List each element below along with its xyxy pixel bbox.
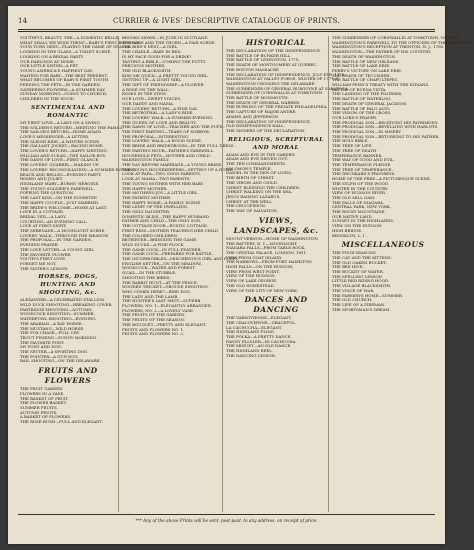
catalogue-entry: THE OLD BLACKSMITH. <box>122 67 172 73</box>
catalogue-entry: VIEW ON THE HUDSON. <box>332 223 383 229</box>
catalogue-entry: LOOK AT PAPA—TWO GOOD PARENTS. <box>122 171 202 177</box>
catalogue-entry: THE BATTLE OF CHAPULTEPEC. <box>332 77 399 83</box>
catalogue-entry: THE RABBIT HUNT—AT THE FENCE. <box>122 279 198 285</box>
catalogue-entry: YOUNG AMERICA'S HAPPIEST DAY. <box>20 67 94 73</box>
catalogue-entry: VIEW OF HUDSON RIVER. <box>332 190 387 196</box>
catalogue-entry: WILLIAM PENN'S TREATY WITH THE INDIANS. <box>332 82 430 88</box>
catalogue-entry: TEMPERANCE BANNER. <box>332 152 383 158</box>
catalogue-entry: LOVERS' WALK—THROUGH THE MEADOW. <box>20 232 109 238</box>
section-heading: VIEWS, LANDSCAPES, &c. <box>233 215 319 235</box>
catalogue-entry: THE GALLANT JOCKEY—RACING HOME. <box>20 143 104 149</box>
catalogue-entry: THE CRYSTAL PALACE, LONDON, 1851. <box>226 249 308 255</box>
catalogue-entry: THE CRACOVIENNE—GRACEFUL. <box>226 319 297 325</box>
catalogue-entry: ENGLISH SETTER—ON THE MEADOW. <box>122 260 202 266</box>
catalogue-entry: SURRENDER OF CORNWALLIS AT YORKTOWN. <box>226 90 324 96</box>
catalogue-entry: IS MY FACE GOOD FOR A DRINK? <box>122 53 192 59</box>
catalogue-entry: WILD DUCKS—A FINE FLOCK. <box>122 241 185 247</box>
catalogue-entry: THE NARROWS—FROM FORT HAMILTON. <box>226 259 313 265</box>
catalogue-entry: THE DAWN OF LOVE—FIRST GLANCE. <box>20 157 100 163</box>
catalogue-column-2 <box>122 35 239 514</box>
section-heading: DANCES AND DANCING <box>244 295 308 315</box>
catalogue-entry: BROOKLYN, L. I. <box>332 232 366 238</box>
catalogue-entry: VIEW FROM GOAT ISLAND. <box>226 254 283 260</box>
catalogue-entry: OUR LORD'S PRAYER. <box>332 114 378 120</box>
catalogue-entry: THE ROSE BUSH—FULL AND ELEGANT. <box>20 419 103 425</box>
catalogue-entry: EVENING PRAYER. <box>20 242 59 248</box>
catalogue-entry: FEEDING THE PETS—IN THE GARDEN. <box>20 82 101 88</box>
catalogue-entry: THE SYLPH OF THE WOOD. <box>332 180 389 186</box>
column-divider <box>222 36 223 512</box>
catalogue-entry: ROMEO AND JULIET. <box>20 176 63 182</box>
catalogue-entry: FLOWERS IN A VASE. <box>20 390 65 396</box>
section-heading: HISTORICAL <box>246 38 306 47</box>
catalogue-entry: VIEW OF LAKE GEORGE. <box>226 278 278 284</box>
catalogue-entry: THE SPORTSMAN'S DREAM. <box>332 306 391 312</box>
catalogue-entry: COURTING—AN EVENING CALL. <box>20 218 88 224</box>
catalogue-entry: THE LIFE OF A FIREMAN. <box>332 301 386 307</box>
catalogue-entry: THE PROPOSAL—IN THE GARDEN. <box>20 237 92 243</box>
catalogue-entry: FORGET ME NOT. <box>20 260 57 266</box>
catalogue-entry: FANNY ELLSLER—IN CACHUCHA. <box>226 338 297 344</box>
catalogue-entry: THE BOSTON MASSACRE. <box>226 66 281 72</box>
column-divider <box>328 36 329 512</box>
catalogue-entry: VIEW OF THE CITY OF NEW YORK. <box>226 287 298 293</box>
catalogue-entry: THE GIFT OF FRIENDSHIP—A FLOWER. <box>122 82 205 88</box>
catalogue-entry: THE OLD MILL DAM. <box>332 194 376 200</box>
catalogue-column-1 <box>20 35 141 514</box>
catalogue-entry: THE FARMER'S HOME—SUMMER. <box>332 292 404 298</box>
catalogue-entry: CHRIST BLESSING THE CHILDREN. <box>226 184 300 190</box>
catalogue-entry: THE DEATH OF MONTGOMERY AT QUEBEC. <box>226 62 318 68</box>
catalogue-entry: THE BATTLE OF NEW ORLEANS. <box>332 58 400 64</box>
page-title: CURRIER & IVES' DESCRIPTIVE CATALOGUE OF PRINTS. <box>112 17 341 25</box>
catalogue-entry: THE BOUQUET—PRETTY AND ELEGANT. <box>122 321 207 327</box>
catalogue-entry: THE PRODIGAL SON—REVELLING WITH HARLOTS. <box>332 124 439 130</box>
catalogue-entry: THE TEN COMMANDMENTS. <box>226 161 287 167</box>
catalogue-entry: THE DECLARATION OF INDEPENDENCE. <box>226 118 312 124</box>
catalogue-entry: WHO COMES HERE?—BIRD DOG. <box>122 288 191 294</box>
catalogue-entry: WOODCOCK—WATER AND FOREST. <box>122 265 196 271</box>
catalogue-entry: HIGH BRIDGE. <box>332 227 363 233</box>
catalogue-entry: THE BASKET OF FRUIT. <box>20 395 69 401</box>
catalogue-entry: THE SLEIGH RIDE—A WINTER SCENE. <box>20 138 101 144</box>
catalogue-entry: THE SOLDIER'S RETURN—MEETING THE FAMILY. <box>20 124 124 130</box>
catalogue-entry: VIEW OF THE HUDSON. <box>226 273 276 279</box>
catalogue-entry: CHRIST WALKING ON THE SEA. <box>226 189 293 195</box>
page-header <box>18 17 435 27</box>
section-heading: HORSES, DOGS, HUNTING AND SHOOTING, &c. <box>38 274 98 297</box>
catalogue-entry: THE FOX CHASE—FULL CRY. <box>20 330 80 336</box>
catalogue-entry: FIRST RIDE—MOTHER TEACHING HER CHILD. <box>122 227 220 233</box>
catalogue-entry: A ROSE ON THE WALL. <box>122 86 170 92</box>
catalogue-entry: THE ONLY DAUGHTER. <box>122 209 171 215</box>
catalogue-entry: THE LOVERS' QUARREL—MAKING UP. <box>20 162 99 168</box>
catalogue-entry: THE GAME COCK—IN FULL FEATHER. <box>122 246 202 252</box>
catalogue-entry: FRUITS AND FLOWERS NO. 1. <box>122 326 185 332</box>
catalogue-entry: THE BEE HIVE. <box>332 264 364 270</box>
catalogue-entry: THE DAY BEFORE MARRIAGE—A YOUNG BRIDE. <box>122 161 223 167</box>
catalogue-entry: THE PRODIGAL SON—RECEIVING HIS PATRIMONY. <box>332 119 439 125</box>
catalogue-entry: THE WAY OF GOOD AND EVIL. <box>332 157 395 163</box>
catalogue-entry: THE FIRST PARTING—TEARS OF SORROW. <box>122 129 210 135</box>
catalogue-entry: THE OLD OAKEN BUCKET. <box>332 259 387 265</box>
catalogue-entry: THE PRODIGAL SON—RETURNING TO HIS FATHER. <box>332 133 440 139</box>
catalogue-entry: GETTING UP—A LIGHT GIRL. <box>122 77 183 83</box>
catalogue-entry: THE LIGHT OF THE DWELLING. <box>122 204 188 210</box>
catalogue-entry: THE DAWN OF LOVE—TEACHER AND THE PUPIL. <box>122 124 225 130</box>
catalogue-entry: WHAT BECOMES OF BABY'S FIRST TOOTH. <box>20 77 110 83</box>
catalogue-entry: HOME OF THE FREE—A PICTURESQUE SCENE. <box>332 176 432 182</box>
page-number: 14 <box>18 17 28 25</box>
catalogue-entry: WASHINGTON CROSSING THE DELAWARE. <box>226 80 316 86</box>
catalogue-entry: KISS ME QUICK—A PRETTY YOUNG GIRL. <box>122 72 209 78</box>
catalogue-entry: THE YOUNG HOUSEKEEPERS—SETTING UP A HOME. <box>122 166 234 172</box>
catalogue-entry: THE HOLY BIBLE. <box>332 138 369 144</box>
catalogue-entry: THE BIRTH OF CHRIST. <box>226 175 275 181</box>
catalogue-entry: THE SISTER'S LESSON. <box>20 265 69 271</box>
catalogue-entry: MOUNT VERNON—HOME OF WASHINGTON. <box>226 235 319 241</box>
catalogue-entry: MY PONY AND DOG. <box>20 344 62 350</box>
column-divider <box>118 36 119 512</box>
catalogue-entry: THE MINUET—AN OLD DANCE. <box>226 343 292 349</box>
catalogue-entry: THE VIRGIN AND CHILD. <box>226 179 278 185</box>
catalogue-entry: BROOKS MOWN—IN JUNE IN SCOTLAND. <box>122 35 209 40</box>
catalogue-entry: THE SAILOR'S RETURN—HOME AGAIN. <box>20 129 102 135</box>
catalogue-entry: WASHINGTON FAMILY. <box>122 157 170 163</box>
catalogue-entry: THE BATTLE OF LEXINGTON, 1775. <box>226 57 300 63</box>
catalogue-entry: ROSES IN THE STEM. <box>122 91 168 97</box>
catalogue-entry: THE OLD HOMESTEAD. <box>226 282 275 288</box>
catalogue-entry: THE SETTER—A SPORTING DOG. <box>20 349 89 355</box>
catalogue-entry: THE BATTLE OF LAKE ERIE. <box>332 63 391 69</box>
catalogue-entry: BATTLE OF BUENA VISTA. <box>332 86 387 92</box>
catalogue-entry: THE PRODIGAL SON—IN MISERY. <box>332 129 402 135</box>
catalogue-entry: THE LOVERS' RECONCILIATION—A SUMMER EVENING. <box>20 166 137 172</box>
catalogue-entry: RETRIEVER—BRINGING THE GAME. <box>122 237 198 243</box>
catalogue-entry: THE HAPPY HOME—A FAMILY SCENE. <box>122 199 202 205</box>
catalogue-entry: TASTING A BIBLE—COMING THE PUTTY. <box>122 58 207 64</box>
catalogue-entry: THE LOVE LETTER—A YOUNG GIRL. <box>20 246 96 252</box>
catalogue-entry: ADAM AND EVE IN THE GARDEN. <box>226 151 296 157</box>
catalogue-entry: THE BIRD'S NEST—A GIRL. <box>122 44 179 50</box>
catalogue-entry: LOOK AT MAMA—TWO PARENTS. <box>122 176 191 182</box>
catalogue-entry: LOOKING ON A BRIDAL PARTY. <box>20 53 84 59</box>
catalogue-entry: THE LOVER'S RETURN—HAPPY MEETING. <box>20 148 108 154</box>
catalogue-entry: THE FAVORITE FLOWER. <box>20 251 72 257</box>
catalogue-entry: THE VARSOVIENNE—ELEGANT. <box>226 315 292 321</box>
catalogue-entry: HOUSEHOLD PETS—MOTHER AND CHILD. <box>122 152 211 158</box>
catalogue-entry: OUR DADDY AND MAMA. <box>122 100 175 106</box>
catalogue-entry: ADAMS AND JEFFERSON. <box>226 113 280 119</box>
catalogue-entry: LOVE AT FIRST SIGHT. <box>20 223 67 229</box>
catalogue-entry: THE BATTLE OF MONMOUTH. <box>226 95 289 101</box>
catalogue-entry: LOVE IN A COTTAGE. <box>20 209 65 215</box>
catalogue-entry: FLOWERS, NO. 1—ELEGANTLY ARRANGED. <box>122 303 212 309</box>
catalogue-entry: HIGH FALLS—ON THE HUDSON. <box>226 264 294 270</box>
catalogue-entry: ALEXANDER—A CELEBRATED STALLION. <box>20 297 106 303</box>
catalogue-entry: CHILDREN IN THE WOOD. <box>20 96 75 102</box>
catalogue-entry: WILLIAM AND SUSAN—THE SAILOR BOY. <box>20 152 106 158</box>
catalogue-entry: THE INCORRIGIBLES—MISCHIEVOUS GIRL AND PUPPY. <box>122 256 239 262</box>
catalogue-entry: THE PARTING HOUR—FATHER'S FAREWELL. <box>122 147 215 153</box>
catalogue-entry: WASHINGTON'S RECEPTION AT TRENTON, N. J., 1789. <box>332 44 445 50</box>
catalogue-entry: WHAT SHALL WE WISH THEM?—BABY'S FIRST BIRTHDAY. <box>20 39 141 45</box>
catalogue-entry: YOUR TURN NEXT—PLAYING THE GAME OF GRACES. <box>20 44 132 50</box>
catalogue-entry: THE LOVERS' WALK—A WOOD SCENE. <box>122 138 203 144</box>
catalogue-entry: THE BATTLE OF WATERLOO. <box>332 96 392 102</box>
catalogue-entry: THE FLOWER BASKET. <box>20 400 67 406</box>
catalogue-entry: ADAM AND EVE DRIVEN OUT. <box>226 156 288 162</box>
catalogue-entry: TROUT FISHING—SUNNY MORNING. <box>20 334 98 340</box>
catalogue-entry: BRIDAL VEIL—A LADY. <box>20 213 67 219</box>
catalogue-entry: AUTUMN FRUITS. <box>20 409 58 415</box>
catalogue-entry: CENTRAL PARK, NEW YORK. <box>332 204 392 210</box>
catalogue-entry: THE LANDING OF THE PILGRIMS. <box>332 91 403 97</box>
catalogue-entry: THE LAST KISS—ON THE DOORSTEP. <box>20 195 98 201</box>
catalogue-entry: THE VILLAGE BLACKSMITH. <box>332 283 392 289</box>
catalogue-entry: THE FOUR SEASONS. <box>332 250 377 256</box>
footer-note: *** Any of the above Prints will be sent, post-paid, to any address, on receipt of price. <box>135 518 318 523</box>
catalogue-entry: THE FRUITS OF THE SEASON. <box>122 317 185 323</box>
catalogue-entry: THE BUCKET OF WATER. <box>332 269 384 275</box>
catalogue-entry: THE CAT AND THE KITTENS. <box>332 254 392 260</box>
header-rule <box>18 29 435 30</box>
section-heading: MISCELLANEOUS <box>341 240 425 250</box>
catalogue-entry: THE POINTER—A GUN DOG. <box>20 353 79 359</box>
catalogue-entry: THE QUEEN OF LOVE AND BEAUTY. <box>122 119 197 125</box>
catalogue-entry: THE DECLARATION OF INDEPENDENCE, JULY 4TH, 1776. <box>226 71 346 77</box>
catalogue-entry: THE SPELLING LESSON. <box>332 273 383 279</box>
catalogue-entry: THE TREE OF LIFE. <box>332 143 373 149</box>
catalogue-entry: THE TEMPERANCE PLEDGE. <box>332 161 392 167</box>
catalogue-entry: WAITING FOR BABY—THE BEST PRESENT. <box>20 72 108 78</box>
catalogue-entry: THE SERENADE—A MOONLIGHT SCENE. <box>20 228 106 234</box>
catalogue-entry: THE BETROTHAL—A LADY'S RIDE. <box>122 110 194 116</box>
catalogue-entry: THE FRUIT GARDEN. <box>20 386 64 392</box>
catalogue-entry: THE YOUNG MOTHER WITH HER BABY. <box>122 180 204 186</box>
catalogue-entry: SUNDAY MORNING—GOING TO CHURCH. <box>20 91 108 97</box>
catalogue-entry: THE DEATH OF WASHINGTON. <box>332 53 396 59</box>
footer-rule <box>18 514 435 515</box>
catalogue-entry: THE YOUNG SOLDIER'S FAREWELL. <box>20 185 95 191</box>
catalogue-entry: THE BURNING OF THE FRIGATE PHILADELPHIA. <box>226 104 328 110</box>
catalogue-entry: THE BRIDE AND BRIDEGROOM—IN THE FULL DRESS. <box>122 143 235 149</box>
catalogue-entry: RAIL SHOOTING—ON THE DELAWARE. <box>20 358 101 364</box>
catalogue-entry: THE HIGHLAND FLING. <box>226 329 276 335</box>
catalogue-entry: THE HAPPY COUPLE—JUST MARRIED. <box>20 199 100 205</box>
catalogue-entry: POPPING THE QUESTION. <box>20 190 75 196</box>
catalogue-entry: PRECIOUS MOTHER. <box>122 63 166 69</box>
catalogue-entry: THE PROPOSAL—INTERESTING. <box>122 133 190 139</box>
catalogue-entry: THE CAPTURE OF MAJOR ANDRE. <box>226 109 297 115</box>
catalogue-entry: THE COLORED CHILDREN. <box>122 232 178 238</box>
catalogue-entry: THE SIGNERS OF THE DECLARATION. <box>226 127 306 133</box>
catalogue-entry: LA CACHUCHA—ELEGANT. <box>226 324 282 330</box>
catalogue-entry: THE HUNTER'S LAST SHOT—SUPERB. <box>122 298 202 304</box>
catalogue-entry: THE SURRENDER OF GENERAL BURGOYNE AT SARATOGA. <box>226 85 349 91</box>
catalogue-page <box>8 6 474 544</box>
catalogue-entry: DANIEL IN THE DEN OF LIONS. <box>226 170 292 176</box>
catalogue-entry: WASHINGTON AT VALLEY FORGE, WINTER OF 1777–8. <box>226 76 340 82</box>
catalogue-entry: THE DEATH OF TECUMSEH. <box>332 72 391 78</box>
catalogue-entry: THE SURRENDER OF CORNWALLIS AT YORKTOWN, VA., 1781. <box>332 35 461 40</box>
catalogue-entry: SUMMER FRUITS. <box>20 405 58 410</box>
catalogue-entry: OUR DARLINGS AT HOME. <box>20 58 76 64</box>
catalogue-entry: PARTRIDGE SHOOTING—AUTUMN. <box>20 306 93 312</box>
catalogue-entry: THE BATTLE OF BUNKER HILL. <box>226 52 292 58</box>
catalogue-entry: THE MOTHER'S JOY—A LITTLE GIRL. <box>122 190 199 196</box>
catalogue-entry: SUNSET IN THE HIGHLANDS. <box>332 218 395 224</box>
catalogue-entry: CHRIST AT THE WELL. <box>226 198 274 204</box>
catalogue-entry: YOUTH'S FIRST LOVE. <box>20 256 67 262</box>
catalogue-entry: NIAGARA FALLS—FROM TABLE ROCK. <box>226 245 306 251</box>
catalogue-entry: THE CRUCIFIXION. <box>226 203 266 209</box>
catalogue-entry: OUR NATIVE LAND. <box>332 213 373 219</box>
section-heading: RELIGIOUS, SCRIPTURAL AND MORAL <box>228 136 324 151</box>
catalogue-entry: YOUTHFUL BEAUTY, THE—A DOMESTIC BELLE. <box>20 35 120 40</box>
catalogue-entry: MY FIRST LOVE—A LADY ON A SWING. <box>20 119 101 125</box>
catalogue-entry: BEAUX AND BELLES—EVENING PARTY. <box>20 171 102 177</box>
catalogue-entry: THE HAPPY MOTHER. <box>122 185 168 191</box>
catalogue-entry: FLOWERS, NO. 2—A LOVELY VASE. <box>122 307 195 313</box>
catalogue-entry: THE VOICE OF WAR. <box>332 287 375 293</box>
catalogue-entry: JESUS RAISING LAZARUS. <box>226 193 281 199</box>
catalogue-entry: THE BATTLE OF PALO ALTO. <box>332 105 391 111</box>
catalogue-entry: THE DEATH OF GENERAL WARREN. <box>226 99 301 105</box>
catalogue-entry: THE HIGHLAND REEL. <box>226 348 274 354</box>
catalogue-entry: THE ARABIAN—A BAY HORSE. <box>20 320 83 326</box>
catalogue-entry: THE DECLARATION OF THE INDEPENDENCE. <box>226 48 322 53</box>
section-heading: FRUITS AND FLOWERS <box>38 366 98 386</box>
catalogue-entry: A BASKET OF FLOWERS. <box>20 414 72 420</box>
header-rule-thin <box>18 31 435 32</box>
catalogue-entry: THE ROCKY MOUNTAINS. <box>332 209 386 215</box>
catalogue-entry: THE VISION OF THE CROSS. <box>332 110 392 116</box>
catalogue-entry: OLD INDEPENDENCE HALL. <box>226 123 285 129</box>
catalogue-entry: THE FALLS OF NIAGARA. <box>332 199 385 205</box>
catalogue-entry: THE FRUITS OF THE GARDEN. <box>122 312 186 318</box>
catalogue-entry: WINTER IN THE COUNTRY. <box>332 185 389 191</box>
catalogue-entry: THE DANCING LESSON. <box>226 352 276 358</box>
catalogue-entry: THE TREE OF TEMPERANCE. <box>332 166 393 172</box>
catalogue-entry: THE ROSE AND THE THORN—A FAIR SCENE. <box>122 39 216 45</box>
catalogue-entry: FRUITS AND FLOWERS NO. 2. <box>122 331 185 337</box>
catalogue-entry: THE COTTAGE DOOR—RUSTIC COTTAGE. <box>122 223 209 229</box>
catalogue-entry: WASHINGTON—THE FATHER OF HIS COUNTRY. <box>332 49 432 55</box>
catalogue-entry: WOODCOCK SHOOTING—SUMMER. <box>20 311 95 317</box>
catalogue-entry: WASHINGTON'S FAREWELL TO THE OFFICERS OF THE ARMY, 1783. <box>332 39 474 45</box>
catalogue-entry: THE BRIDE'S WELCOME—HOME AT LAST. <box>20 204 108 210</box>
catalogue-entry: THE LADY AND THE LAMB. <box>122 293 179 299</box>
catalogue-entry: SOLOMON'S TEMPLE. <box>226 165 272 171</box>
catalogue-entry: VIEW FROM WEST POINT. <box>226 268 280 274</box>
section-heading: SENTIMENTAL AND ROMANTIC <box>31 104 105 119</box>
catalogue-entry: WATERFOWL SHOOTING—EVENING. <box>20 316 97 322</box>
catalogue-entry: DOMESTIC BLISS—THE HAPPY HUSBAND. <box>122 213 211 219</box>
catalogue-entry: THE WAY OF SALVATION. <box>226 208 278 214</box>
catalogue-entry: OUR LOVE—SWEET VOICES. <box>122 96 182 102</box>
catalogue-entry: WILD DUCK SHOOTING—BREAKING COVER. <box>20 302 113 308</box>
catalogue-entry: FATHER AND CHILD—THE ONLY SON. <box>122 218 202 224</box>
catalogue-entry: SHOOTING THE BIRDS. <box>122 274 171 280</box>
catalogue-entry: OUR LITTLE SISTER—A PET. <box>20 63 79 69</box>
catalogue-entry: THE MUSTANG—WILD HORSE. <box>20 325 85 331</box>
catalogue-entry: LOOKING IN THE GLASS—A TOILET SCENE. <box>20 49 112 55</box>
catalogue-entry: THE CRADLE—BABY IN BED. <box>122 49 182 55</box>
catalogue-entry: LITTLE RED RIDING HOOD. <box>332 278 390 284</box>
catalogue-entry: PERRY'S VICTORY ON LAKE ERIE. <box>332 67 403 73</box>
catalogue-entry: HIGHLAND MARY—BURNS' HEROINE. <box>20 180 100 186</box>
catalogue-entry: THE FAVORITE PONY. <box>20 339 65 345</box>
catalogue-entry: THE OLD CHURCH. <box>332 297 373 303</box>
catalogue-entry: GATHERING FLOWERS—A SUMMER DAY. <box>20 86 106 92</box>
catalogue-entry: QUAIL—IN THE STUBBLE. <box>122 270 177 276</box>
catalogue-entry: THE TREE OF DEATH. <box>332 147 378 153</box>
catalogue-column-4 <box>332 35 474 514</box>
catalogue-entry: THE LOVERS' RETURN—A FINE DAY. <box>122 105 199 111</box>
catalogue-entry: THE GAME COCK—PREPARED FOR BATTLE. <box>122 251 213 257</box>
catalogue-entry: WOODED THICKET—GROUSE SHOOTING. <box>122 284 209 290</box>
catalogue-entry: THE BATTERY, N. Y.—MOONLIGHT. <box>226 240 298 246</box>
catalogue-entry: THE LOVERS' WALK—A SUMMER EVENING. <box>122 114 214 120</box>
catalogue-entry: THE POLKA—A PRETTY DANCE. <box>226 334 292 340</box>
catalogue-entry: LOVE'S MESSENGER—A LETTER. <box>20 133 90 139</box>
catalogue-entry: THE DRUNKARD'S PROGRESS. <box>332 171 396 177</box>
catalogue-entry: THE DEATH OF GENERAL JACKSON. <box>332 100 408 106</box>
catalogue-entry: THE PATIENT MOTHER. <box>122 194 172 200</box>
